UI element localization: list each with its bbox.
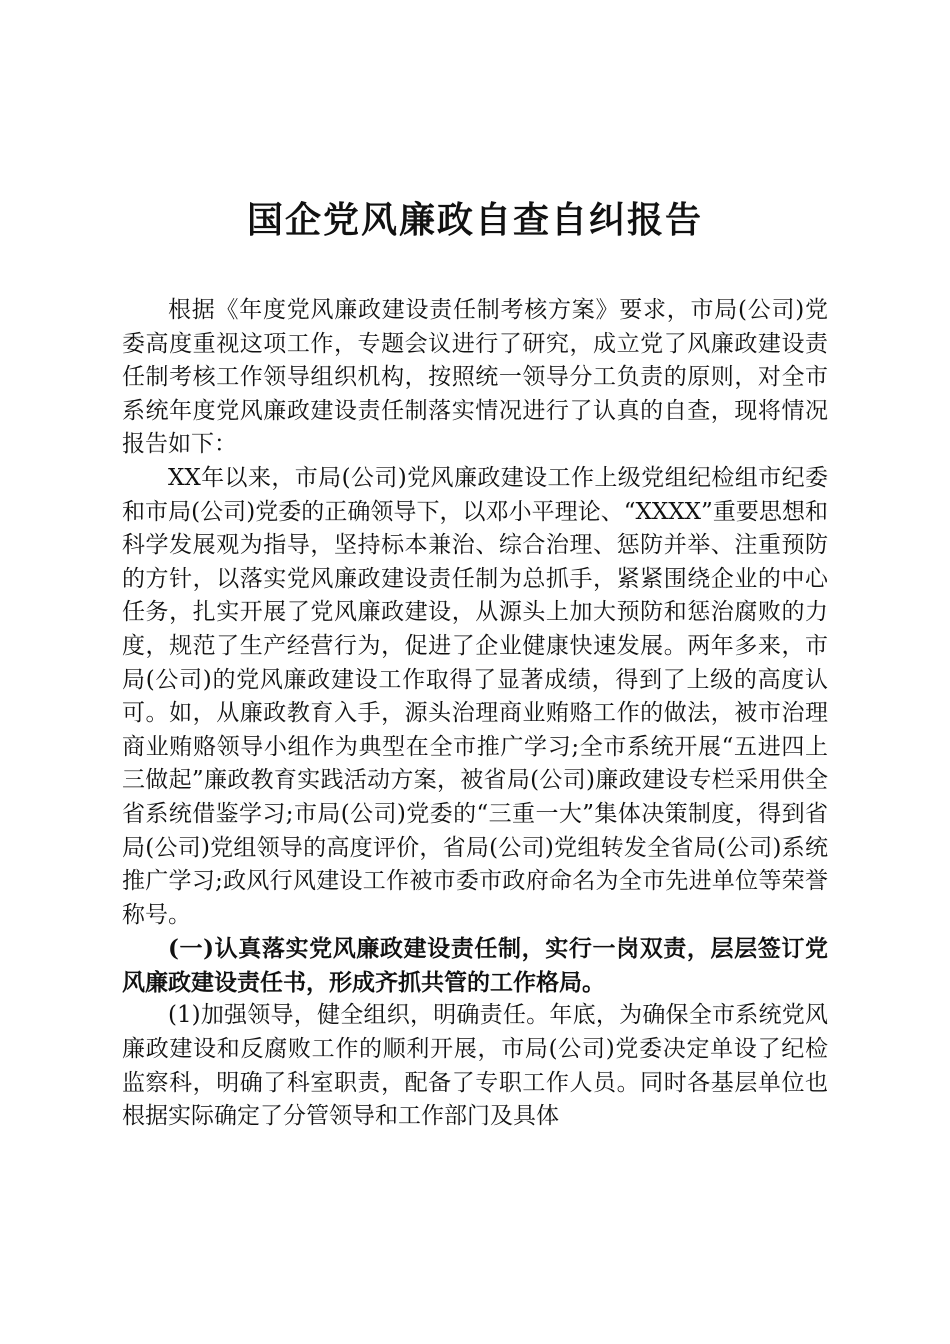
- document-body: [122, 294, 828, 1134]
- document-title: 国企党风廉政自查自纠报告: [246, 199, 703, 241]
- intro-paragraph: 根据《年度党风廉政建设责任制考核方案》要求，市局(公司)党委高度重视这项工作，专题会议进行了研究，成立党了风廉政建设责任制考核工作领导组织机构，按照统一领导分工负责的原则，对全市系统年度党风廉政建设责任制落实情况进行了认真的自查，现将情况报告如下：: [122, 297, 828, 458]
- leadership-paragraph: (1)加强领导，健全组织，明确责任。年底，为确保全市系统党风廉政建设和反腐败工作的顺利开展，市局(公司)党委决定单设了纪检监察科，明确了科室职责，配备了专职工作人员。同时各基层单位也根据实际确定了分管领导和工作部门及具体: [122, 1002, 828, 1130]
- section-heading-1: (一)认真落实党风廉政建设责任制，实行一岗双责，层层签订党风廉政建设责任书，形成齐抓共管的工作格局。: [122, 935, 828, 996]
- achievements-paragraph: XX年以来，市局(公司)党风廉政建设工作上级党组纪检组市纪委和市局(公司)党委的正确领导下，以邓小平理论、“XXXX”重要思想和科学发展观为指导，坚持标本兼治、综合治理、惩防并举、注重预防的方针，以落实党风廉政建设责任制为总抓手，紧紧围绕企业的中心任务，扎实开展了党风廉政建设，从源头上加大预防和惩治腐败的力度，规范了生产经营行为，促进了企业健康快速发展。两年多来，市局(公司)的党风廉政建设工作取得了显著成绩，得到了上级的高度认可。如，从廉政教育入手，源头治理商业贿赂工作的做法，被市治理商业贿赂领导小组作为典型在全市推广学习;全市系统开展“五进四上三做起”廉政教育实践活动方案，被省局(公司)廉政建设专栏采用供全省系统借鉴学习;市局(公司)党委的“三重一大”集体决策制度，得到省局(公司)党组领导的高度评价，省局(公司)党组转发全省局(公司)系统推广学习;政风行风建设工作被市委市政府命名为全市先进单位等荣誉称号。: [122, 464, 828, 928]
